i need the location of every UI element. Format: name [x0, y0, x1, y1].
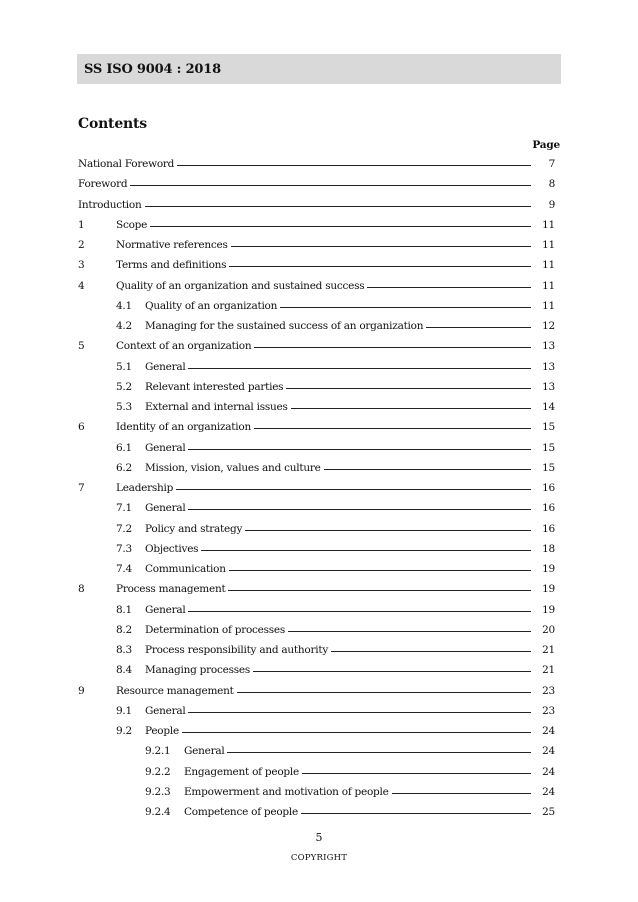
toc-entry-text	[145, 502, 531, 514]
toc-entry-label: Foreword	[78, 178, 130, 190]
toc-entry[interactable]	[78, 317, 555, 337]
page-number: 5	[315, 831, 323, 844]
toc-entry-number: 2	[78, 239, 85, 251]
toc-entry-page: 16	[542, 502, 555, 515]
toc-entry-page: 15	[542, 461, 555, 474]
toc-entry[interactable]	[78, 418, 555, 438]
toc-entry-number: 9.2.4	[145, 806, 171, 818]
toc-entry-page: 15	[542, 441, 555, 454]
toc-leader-line	[228, 590, 531, 591]
toc-entry-text	[184, 806, 531, 818]
toc-entry-label: Objectives	[145, 543, 201, 555]
toc-leader-line	[288, 631, 531, 632]
toc-entry[interactable]	[78, 702, 555, 722]
toc-entry-page: 19	[542, 603, 555, 616]
toc-entry[interactable]	[78, 216, 555, 236]
contents-heading: Contents	[78, 116, 147, 132]
toc-entry-number: 7.2	[116, 522, 132, 535]
toc-entry-label: Introduction	[78, 199, 145, 211]
toc-entry-page: 24	[542, 745, 555, 758]
toc-entry-label: Mission, vision, values and culture	[145, 462, 324, 474]
toc-entry-label: General	[145, 361, 188, 373]
toc-entry-text	[116, 482, 531, 494]
toc-entry-page: 23	[542, 684, 555, 697]
toc-leader-line	[291, 408, 531, 409]
toc-entry[interactable]	[78, 459, 555, 479]
toc-leader-line	[130, 185, 531, 186]
toc-leader-line	[426, 327, 531, 328]
toc-entry[interactable]	[78, 155, 555, 175]
toc-leader-line	[324, 469, 531, 470]
toc-entry-label: General	[184, 745, 227, 757]
toc-entry-text	[145, 624, 531, 636]
toc-entry-text	[145, 381, 531, 393]
toc-entry-page: 8	[548, 178, 555, 191]
toc-leader-line	[176, 489, 531, 490]
toc-entry[interactable]	[78, 479, 555, 499]
toc-entry-text	[145, 705, 531, 717]
toc-entry-text	[78, 199, 531, 211]
toc-entry-page: 25	[542, 806, 555, 818]
toc-entry-label: General	[145, 502, 188, 514]
toc-entry-number: 9.2.1	[145, 745, 171, 758]
toc-entry-number: 9.1	[116, 704, 132, 717]
toc-entry[interactable]	[78, 175, 555, 195]
toc-entry-label: People	[145, 725, 182, 737]
toc-entry-label: Communication	[145, 563, 229, 575]
toc-leader-line	[229, 266, 531, 267]
toc-entry-label: Process responsibility and authority	[145, 644, 331, 656]
toc-entry-number: 8.4	[116, 664, 132, 677]
toc-entry[interactable]	[78, 358, 555, 378]
toc-entry-label: Leadership	[116, 482, 176, 494]
toc-entry-number: 8	[78, 583, 85, 596]
toc-entry-text	[145, 523, 531, 535]
toc-entry-page: 14	[542, 401, 555, 413]
toc-leader-line	[392, 793, 531, 794]
toc-entry-label: Identity of an organization	[116, 421, 254, 433]
toc-entry-label: Competence of people	[184, 806, 301, 818]
toc-entry-number: 7.4	[116, 563, 132, 575]
toc-entry-text	[116, 340, 531, 352]
toc-entry[interactable]	[78, 641, 555, 661]
toc-entry-text	[184, 745, 531, 757]
toc-leader-line	[201, 550, 531, 551]
toc-entry-number: 9	[78, 684, 85, 697]
toc-entry-label: General	[145, 442, 188, 454]
toc-entry-text	[116, 259, 531, 271]
toc-entry-number: 5.2	[116, 380, 132, 393]
toc-leader-line	[188, 509, 531, 510]
toc-entry[interactable]	[78, 803, 555, 823]
toc-entry[interactable]	[78, 439, 555, 459]
table-of-contents	[78, 155, 555, 823]
toc-leader-line	[150, 226, 531, 227]
toc-leader-line	[301, 813, 531, 814]
toc-entry-label: Relevant interested parties	[145, 381, 286, 393]
toc-entry[interactable]	[78, 783, 555, 803]
toc-entry-page: 13	[542, 340, 555, 353]
toc-entry-page: 11	[542, 239, 555, 251]
toc-entry-page: 16	[542, 522, 555, 535]
toc-entry-number: 3	[78, 259, 85, 272]
toc-entry-number: 4.2	[116, 320, 132, 332]
toc-entry-text	[145, 300, 531, 312]
toc-entry[interactable]	[78, 682, 555, 702]
toc-entry[interactable]	[78, 297, 555, 317]
toc-entry-label: Resource management	[116, 685, 237, 697]
toc-entry[interactable]	[78, 742, 555, 762]
toc-entry-page: 16	[542, 482, 555, 494]
toc-entry-label: Determination of processes	[145, 624, 288, 636]
toc-entry-text	[145, 320, 531, 332]
toc-entry[interactable]	[78, 763, 555, 783]
toc-entry[interactable]	[78, 661, 555, 681]
toc-leader-line	[145, 206, 532, 207]
toc-leader-line	[245, 530, 531, 531]
toc-entry-text	[116, 421, 531, 433]
toc-entry-label: National Foreword	[78, 158, 177, 170]
toc-entry[interactable]	[78, 398, 555, 418]
toc-entry-page: 11	[542, 279, 555, 292]
toc-entry-page: 12	[542, 320, 555, 332]
toc-entry-text	[145, 725, 531, 737]
toc-entry-text	[78, 178, 531, 190]
toc-leader-line	[188, 368, 531, 369]
toc-entry[interactable]	[78, 256, 555, 276]
toc-entry-page: 19	[542, 583, 555, 596]
toc-entry-page: 11	[542, 299, 555, 312]
toc-entry-number: 6	[78, 421, 85, 434]
toc-entry-text	[145, 462, 531, 474]
toc-leader-line	[182, 732, 531, 733]
toc-entry-page: 13	[542, 360, 555, 373]
toc-entry-number: 9.2.2	[145, 765, 171, 778]
toc-leader-line	[177, 165, 531, 166]
toc-entry-number: 7	[78, 482, 85, 494]
toc-entry[interactable]	[78, 337, 555, 357]
toc-entry-text	[116, 280, 531, 292]
toc-leader-line	[331, 651, 531, 652]
toc-entry-text	[184, 786, 531, 798]
toc-entry-text	[145, 644, 531, 656]
toc-entry-number: 6.1	[116, 441, 132, 454]
toc-entry-page: 18	[542, 542, 555, 555]
toc-entry-label: Managing processes	[145, 664, 253, 676]
toc-leader-line	[188, 611, 531, 612]
toc-leader-line	[231, 246, 531, 247]
toc-entry-page: 7	[548, 158, 555, 170]
toc-leader-line	[286, 388, 531, 389]
toc-entry-label: General	[145, 604, 188, 616]
toc-entry-label: Policy and strategy	[145, 523, 245, 535]
toc-entry-label: Quality of an organization	[145, 300, 280, 312]
document-title: SS ISO 9004 : 2018	[84, 61, 221, 77]
toc-leader-line	[188, 712, 531, 713]
toc-entry-label: Scope	[116, 219, 150, 231]
toc-entry-number: 7.3	[116, 542, 132, 555]
toc-entry-page: 9	[548, 198, 555, 211]
toc-entry-text	[116, 239, 531, 251]
toc-entry-page: 11	[542, 259, 555, 272]
toc-entry-number: 5.1	[116, 360, 132, 373]
toc-leader-line	[367, 287, 531, 288]
toc-entry-page: 21	[542, 644, 555, 656]
toc-entry[interactable]	[78, 520, 555, 540]
document-header	[77, 54, 561, 84]
toc-entry-text	[145, 604, 531, 616]
toc-entry-page: 24	[542, 785, 555, 798]
toc-entry-text	[184, 766, 531, 778]
toc-entry-number: 6.2	[116, 461, 132, 474]
toc-entry-page: 11	[542, 218, 555, 231]
toc-entry[interactable]	[78, 601, 555, 621]
toc-entry-number: 4	[78, 279, 85, 292]
toc-leader-line	[229, 570, 531, 571]
toc-entry-label: External and internal issues	[145, 401, 291, 413]
toc-entry-number: 8.1	[116, 603, 132, 616]
toc-entry-label: Managing for the sustained success of an organization	[145, 320, 426, 332]
toc-entry-page: 19	[542, 563, 555, 575]
toc-entry-text	[78, 158, 531, 170]
toc-entry[interactable]	[78, 722, 555, 742]
toc-entry[interactable]	[78, 277, 555, 297]
toc-entry-label: Empowerment and motivation of people	[184, 786, 392, 798]
toc-entry-page: 21	[542, 664, 555, 677]
toc-entry-text	[145, 361, 531, 373]
toc-entry[interactable]	[78, 499, 555, 519]
toc-entry-number: 5	[78, 340, 85, 353]
toc-entry-text	[145, 563, 531, 575]
toc-entry[interactable]	[78, 560, 555, 580]
toc-entry-number: 5.3	[116, 401, 132, 413]
toc-entry-number: 4.1	[116, 299, 132, 312]
toc-entry-text	[116, 219, 531, 231]
toc-entry-label: General	[145, 705, 188, 717]
toc-leader-line	[237, 692, 531, 693]
toc-leader-line	[188, 449, 531, 450]
toc-entry-number: 9.2.3	[145, 785, 171, 798]
toc-entry-page: 23	[542, 704, 555, 717]
toc-entry-label: Quality of an organization and sustained success	[116, 280, 367, 292]
toc-entry-label: Normative references	[116, 239, 231, 251]
toc-leader-line	[227, 752, 531, 753]
toc-entry-text	[145, 442, 531, 454]
toc-entry[interactable]	[78, 196, 555, 216]
toc-leader-line	[280, 307, 531, 308]
toc-entry[interactable]	[78, 621, 555, 641]
toc-entry-number: 1	[78, 218, 85, 231]
toc-entry-page: 13	[542, 380, 555, 393]
toc-entry[interactable]	[78, 580, 555, 600]
toc-leader-line	[302, 773, 531, 774]
toc-entry-number: 8.3	[116, 644, 132, 656]
toc-entry-page: 15	[542, 421, 555, 434]
toc-entry-label: Terms and definitions	[116, 259, 229, 271]
toc-entry[interactable]	[78, 378, 555, 398]
toc-entry-text	[116, 685, 531, 697]
toc-entry-text	[145, 543, 531, 555]
toc-entry-number: 7.1	[116, 502, 132, 515]
toc-entry[interactable]	[78, 540, 555, 560]
toc-entry-text	[116, 583, 531, 595]
toc-entry-number: 8.2	[116, 623, 132, 636]
toc-entry-page: 24	[542, 765, 555, 778]
toc-entry[interactable]	[78, 236, 555, 256]
toc-entry-number: 9.2	[116, 725, 132, 737]
toc-entry-page: 20	[542, 623, 555, 636]
toc-leader-line	[253, 671, 531, 672]
copyright-notice: COPYRIGHT	[290, 853, 348, 863]
toc-entry-text	[145, 401, 531, 413]
toc-entry-text	[145, 664, 531, 676]
toc-leader-line	[254, 347, 531, 348]
toc-entry-label: Process management	[116, 583, 228, 595]
toc-entry-page: 24	[542, 725, 555, 737]
toc-entry-label: Engagement of people	[184, 766, 302, 778]
page-column-label: Page	[532, 139, 560, 151]
toc-leader-line	[254, 428, 531, 429]
toc-entry-label: Context of an organization	[116, 340, 254, 352]
